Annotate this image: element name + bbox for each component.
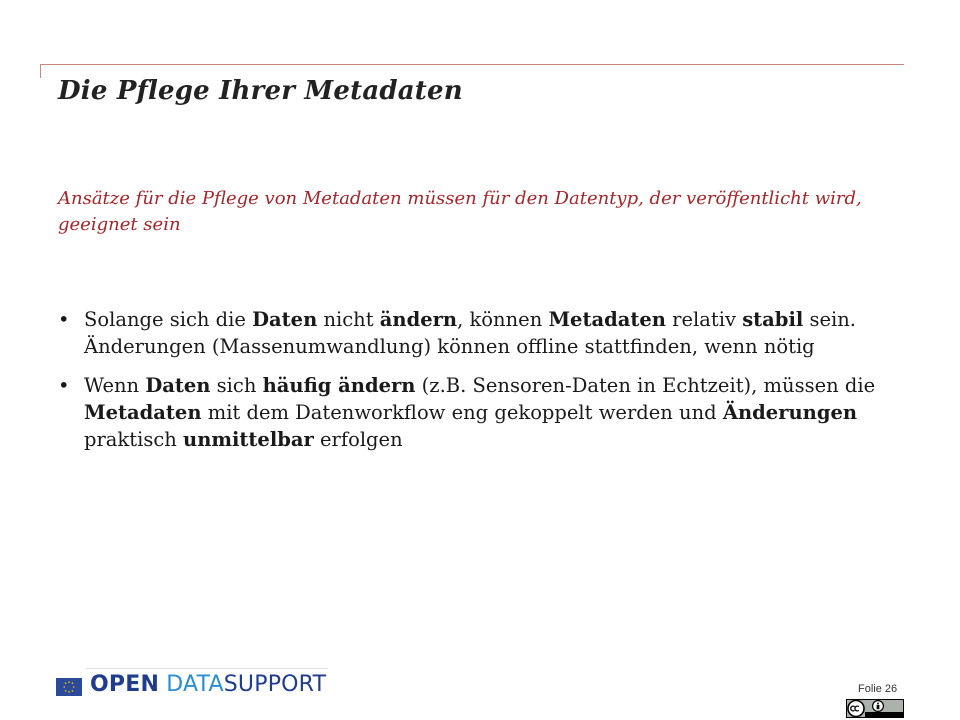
slide-subtitle: Ansätze für die Pflege von Metadaten müssen für den Datentyp, der veröffentlicht wird, geeignet sein [58,188,862,235]
logo-divider [86,668,328,669]
bullet-emphasis: Änderungen [722,401,858,424]
bullet-emphasis: häufig ändern [262,374,416,397]
bullet-text: Wenn [84,374,146,397]
bullet-list [58,306,888,465]
slide-title: Die Pflege Ihrer Metadaten [58,76,463,106]
bullet-item [58,306,888,360]
bullet-emphasis: stabil [742,308,804,331]
bullet-text: mit dem Datenworkflow eng gekoppelt werden und [201,401,723,424]
bullet-emphasis: Metadaten [84,401,202,424]
bullet-text: Solange sich die [84,308,253,331]
cc-by-icon [846,699,904,718]
bullet-text: erfolgen [313,428,403,451]
bullet-text: , können [457,308,549,331]
logo-wordmark [90,672,326,697]
bullet-text: praktisch [84,428,184,451]
logo-open: OPEN [90,672,160,697]
bullet-text: sich [210,374,263,397]
bullet-text: relativ [665,308,743,331]
bullet-emphasis: unmittelbar [183,428,314,451]
bullet-marker: • [58,308,70,331]
eu-flag-icon [56,678,82,696]
slide-number: Folie 26 [858,683,898,695]
open-data-support-logo [56,668,328,704]
bullet-text: (z.B. Sensoren-Daten in Echtzeit), müssen die [415,374,876,397]
logo-support: SUPPORT [223,672,327,697]
bullet-emphasis: ändern [379,308,458,331]
bullet-marker: • [58,374,70,397]
title-rule-tick [40,64,41,78]
bullet-item [58,372,888,453]
bullet-emphasis: Metadaten [548,308,666,331]
logo-data: DATA [166,672,224,697]
title-rule [40,64,904,65]
bullet-emphasis: Daten [252,308,318,331]
eu-stars-icon [59,680,79,694]
bullet-text: nicht [317,308,380,331]
bullet-text: sein. Änderungen (Massenumwandlung) können offline stattfinden, wenn nötig [84,308,857,358]
bullet-emphasis: Daten [145,374,211,397]
